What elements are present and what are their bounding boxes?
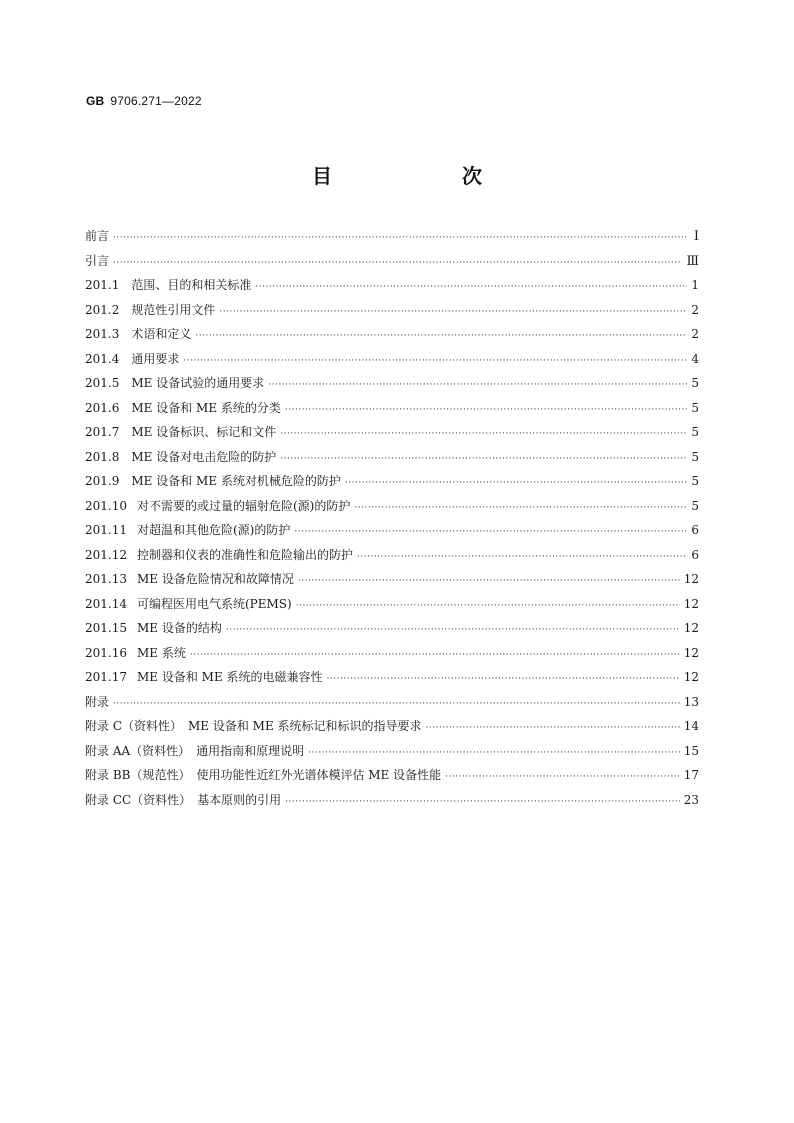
toc-dot-leader (426, 718, 680, 738)
toc-entry[interactable] (85, 226, 699, 251)
toc-dot-leader (357, 547, 687, 567)
toc-entry-page: 5 (691, 400, 699, 415)
toc-dot-leader (113, 694, 680, 714)
toc-entry-label: ME 设备对电击危险的防护 (131, 449, 277, 464)
standard-number: 9706.271—2022 (110, 94, 202, 108)
toc-entry-page: 5 (691, 498, 699, 513)
toc-entry-page: 15 (683, 743, 699, 758)
toc-entry[interactable] (85, 594, 699, 619)
toc-entry-page: 6 (691, 523, 699, 537)
toc-dot-leader (219, 302, 687, 322)
toc-entry-label: 附录 C（资料性） ME 设备和 ME 系统标记和标识的指导要求 (85, 719, 422, 733)
toc-entry[interactable] (85, 520, 699, 545)
page-title: 目 次 (312, 164, 512, 188)
toc-entry-label: 前言 (85, 229, 110, 243)
toc-entry-number: 201.13 (85, 572, 127, 586)
toc-dot-leader (445, 767, 680, 787)
toc-entry-label: 范围、目的和相关标准 (131, 278, 252, 292)
toc-entry[interactable] (85, 545, 699, 570)
toc-entry-page: Ⅰ (693, 229, 699, 244)
toc-entry[interactable] (85, 765, 699, 790)
toc-entry-number: 201.2 (85, 302, 120, 317)
toc-entry-page: 5 (691, 474, 699, 488)
toc-entry-label: ME 设备和 ME 系统的分类 (131, 400, 281, 415)
toc-entry-number: 201.11 (85, 523, 127, 537)
toc-entry-label: 对超温和其他危险(源)的防护 (137, 523, 291, 537)
toc-entry-number: 201.10 (85, 498, 127, 513)
toc-entry[interactable] (85, 790, 699, 815)
toc-entry-number: 201.12 (85, 547, 127, 562)
toc-dot-leader (327, 669, 680, 689)
toc-entry-page: 6 (691, 547, 699, 562)
toc-entry-label: 控制器和仪表的准确性和危险输出的防护 (137, 547, 354, 562)
standard-code (86, 94, 202, 108)
toc-entry[interactable] (85, 667, 699, 692)
toc-entry[interactable] (85, 251, 699, 276)
toc-dot-leader (113, 228, 687, 248)
toc-entry-label: 附录 (85, 694, 110, 709)
table-of-contents (85, 226, 699, 814)
toc-dot-leader (285, 792, 680, 812)
toc-entry-number: 201.17 (85, 670, 127, 684)
toc-entry-label: 引言 (85, 253, 110, 268)
toc-entry[interactable] (85, 349, 699, 374)
toc-entry-label: 可编程医用电气系统(PEMS) (137, 596, 292, 611)
toc-dot-leader (195, 326, 687, 346)
toc-entry-page: 12 (683, 670, 699, 684)
toc-entry[interactable] (85, 716, 699, 741)
toc-entry[interactable] (85, 496, 699, 521)
toc-entry[interactable] (85, 692, 699, 717)
toc-entry-page: 5 (691, 425, 699, 439)
toc-entry-page: Ⅲ (686, 253, 699, 269)
toc-entry[interactable] (85, 300, 699, 325)
toc-dot-leader (296, 596, 680, 616)
toc-entry[interactable] (85, 447, 699, 472)
toc-entry-number: 201.5 (85, 376, 120, 390)
toc-entry-page: 17 (683, 768, 699, 782)
toc-dot-leader (354, 498, 687, 518)
toc-entry-page: 5 (691, 376, 699, 390)
toc-entry-number: 201.4 (85, 351, 120, 366)
toc-entry[interactable] (85, 643, 699, 668)
toc-entry-number: 201.8 (85, 449, 120, 464)
toc-entry-label: ME 设备危险情况和故障情况 (137, 572, 294, 586)
toc-entry-label: 对不需要的或过量的辐射危险(源)的防护 (137, 498, 351, 513)
toc-entry-page: 12 (683, 645, 699, 660)
toc-entry-number: 201.16 (85, 645, 127, 660)
toc-entry-number: 201.1 (85, 278, 120, 292)
toc-dot-leader (113, 253, 682, 273)
toc-entry-number: 201.14 (85, 596, 127, 611)
toc-entry-label: 通用要求 (131, 351, 180, 366)
toc-entry-label: 附录 AA（资料性） 通用指南和原理说明 (85, 743, 305, 758)
toc-entry-label: ME 设备和 ME 系统的电磁兼容性 (137, 670, 323, 684)
toc-entry[interactable] (85, 398, 699, 423)
toc-entry[interactable] (85, 471, 699, 496)
toc-entry[interactable] (85, 618, 699, 643)
toc-entry-label: 规范性引用文件 (131, 302, 216, 317)
toc-entry-label: ME 设备和 ME 系统对机械危险的防护 (131, 474, 341, 488)
toc-dot-leader (294, 522, 687, 542)
toc-entry-page: 23 (683, 792, 699, 807)
toc-entry[interactable] (85, 275, 699, 300)
toc-entry-label: ME 设备试验的通用要求 (131, 376, 265, 390)
toc-entry-number: 201.15 (85, 621, 127, 635)
toc-dot-leader (298, 571, 680, 591)
toc-entry-page: 13 (683, 694, 699, 709)
toc-entry-number: 201.6 (85, 400, 120, 415)
toc-dot-leader (280, 424, 687, 444)
toc-dot-leader (268, 375, 687, 395)
toc-entry[interactable] (85, 373, 699, 398)
toc-entry-page: 5 (691, 449, 699, 464)
toc-entry-page: 4 (691, 351, 699, 366)
toc-dot-leader (280, 449, 687, 469)
toc-entry-page: 1 (691, 278, 699, 292)
toc-entry-label: 附录 CC（资料性） 基本原则的引用 (85, 792, 282, 807)
toc-entry-number: 201.7 (85, 425, 120, 439)
toc-entry-page: 12 (683, 596, 699, 611)
toc-entry-page: 2 (691, 302, 699, 317)
toc-dot-leader (255, 277, 687, 297)
toc-entry-label: ME 设备的结构 (137, 621, 222, 635)
toc-dot-leader (226, 620, 680, 640)
toc-entry-page: 12 (683, 572, 699, 586)
toc-entry-label: ME 设备标识、标记和文件 (131, 425, 277, 439)
toc-entry-number: 201.3 (85, 327, 120, 341)
toc-entry[interactable] (85, 324, 699, 349)
toc-dot-leader (183, 351, 687, 371)
toc-entry-label: ME 系统 (137, 645, 186, 660)
toc-entry[interactable] (85, 569, 699, 594)
toc-dot-leader (285, 400, 687, 420)
toc-dot-leader (190, 645, 680, 665)
toc-entry-label: 附录 BB（规范性） 使用功能性近红外光谱体模评估 ME 设备性能 (85, 768, 442, 782)
standard-prefix: GB (86, 94, 105, 108)
toc-entry[interactable] (85, 741, 699, 766)
toc-dot-leader (345, 473, 687, 493)
toc-entry[interactable] (85, 422, 699, 447)
toc-entry-number: 201.9 (85, 474, 120, 488)
toc-dot-leader (308, 743, 680, 763)
toc-entry-page: 12 (683, 621, 699, 635)
toc-entry-label: 术语和定义 (131, 327, 192, 341)
toc-entry-page: 2 (691, 327, 699, 341)
toc-entry-page: 14 (683, 719, 699, 733)
